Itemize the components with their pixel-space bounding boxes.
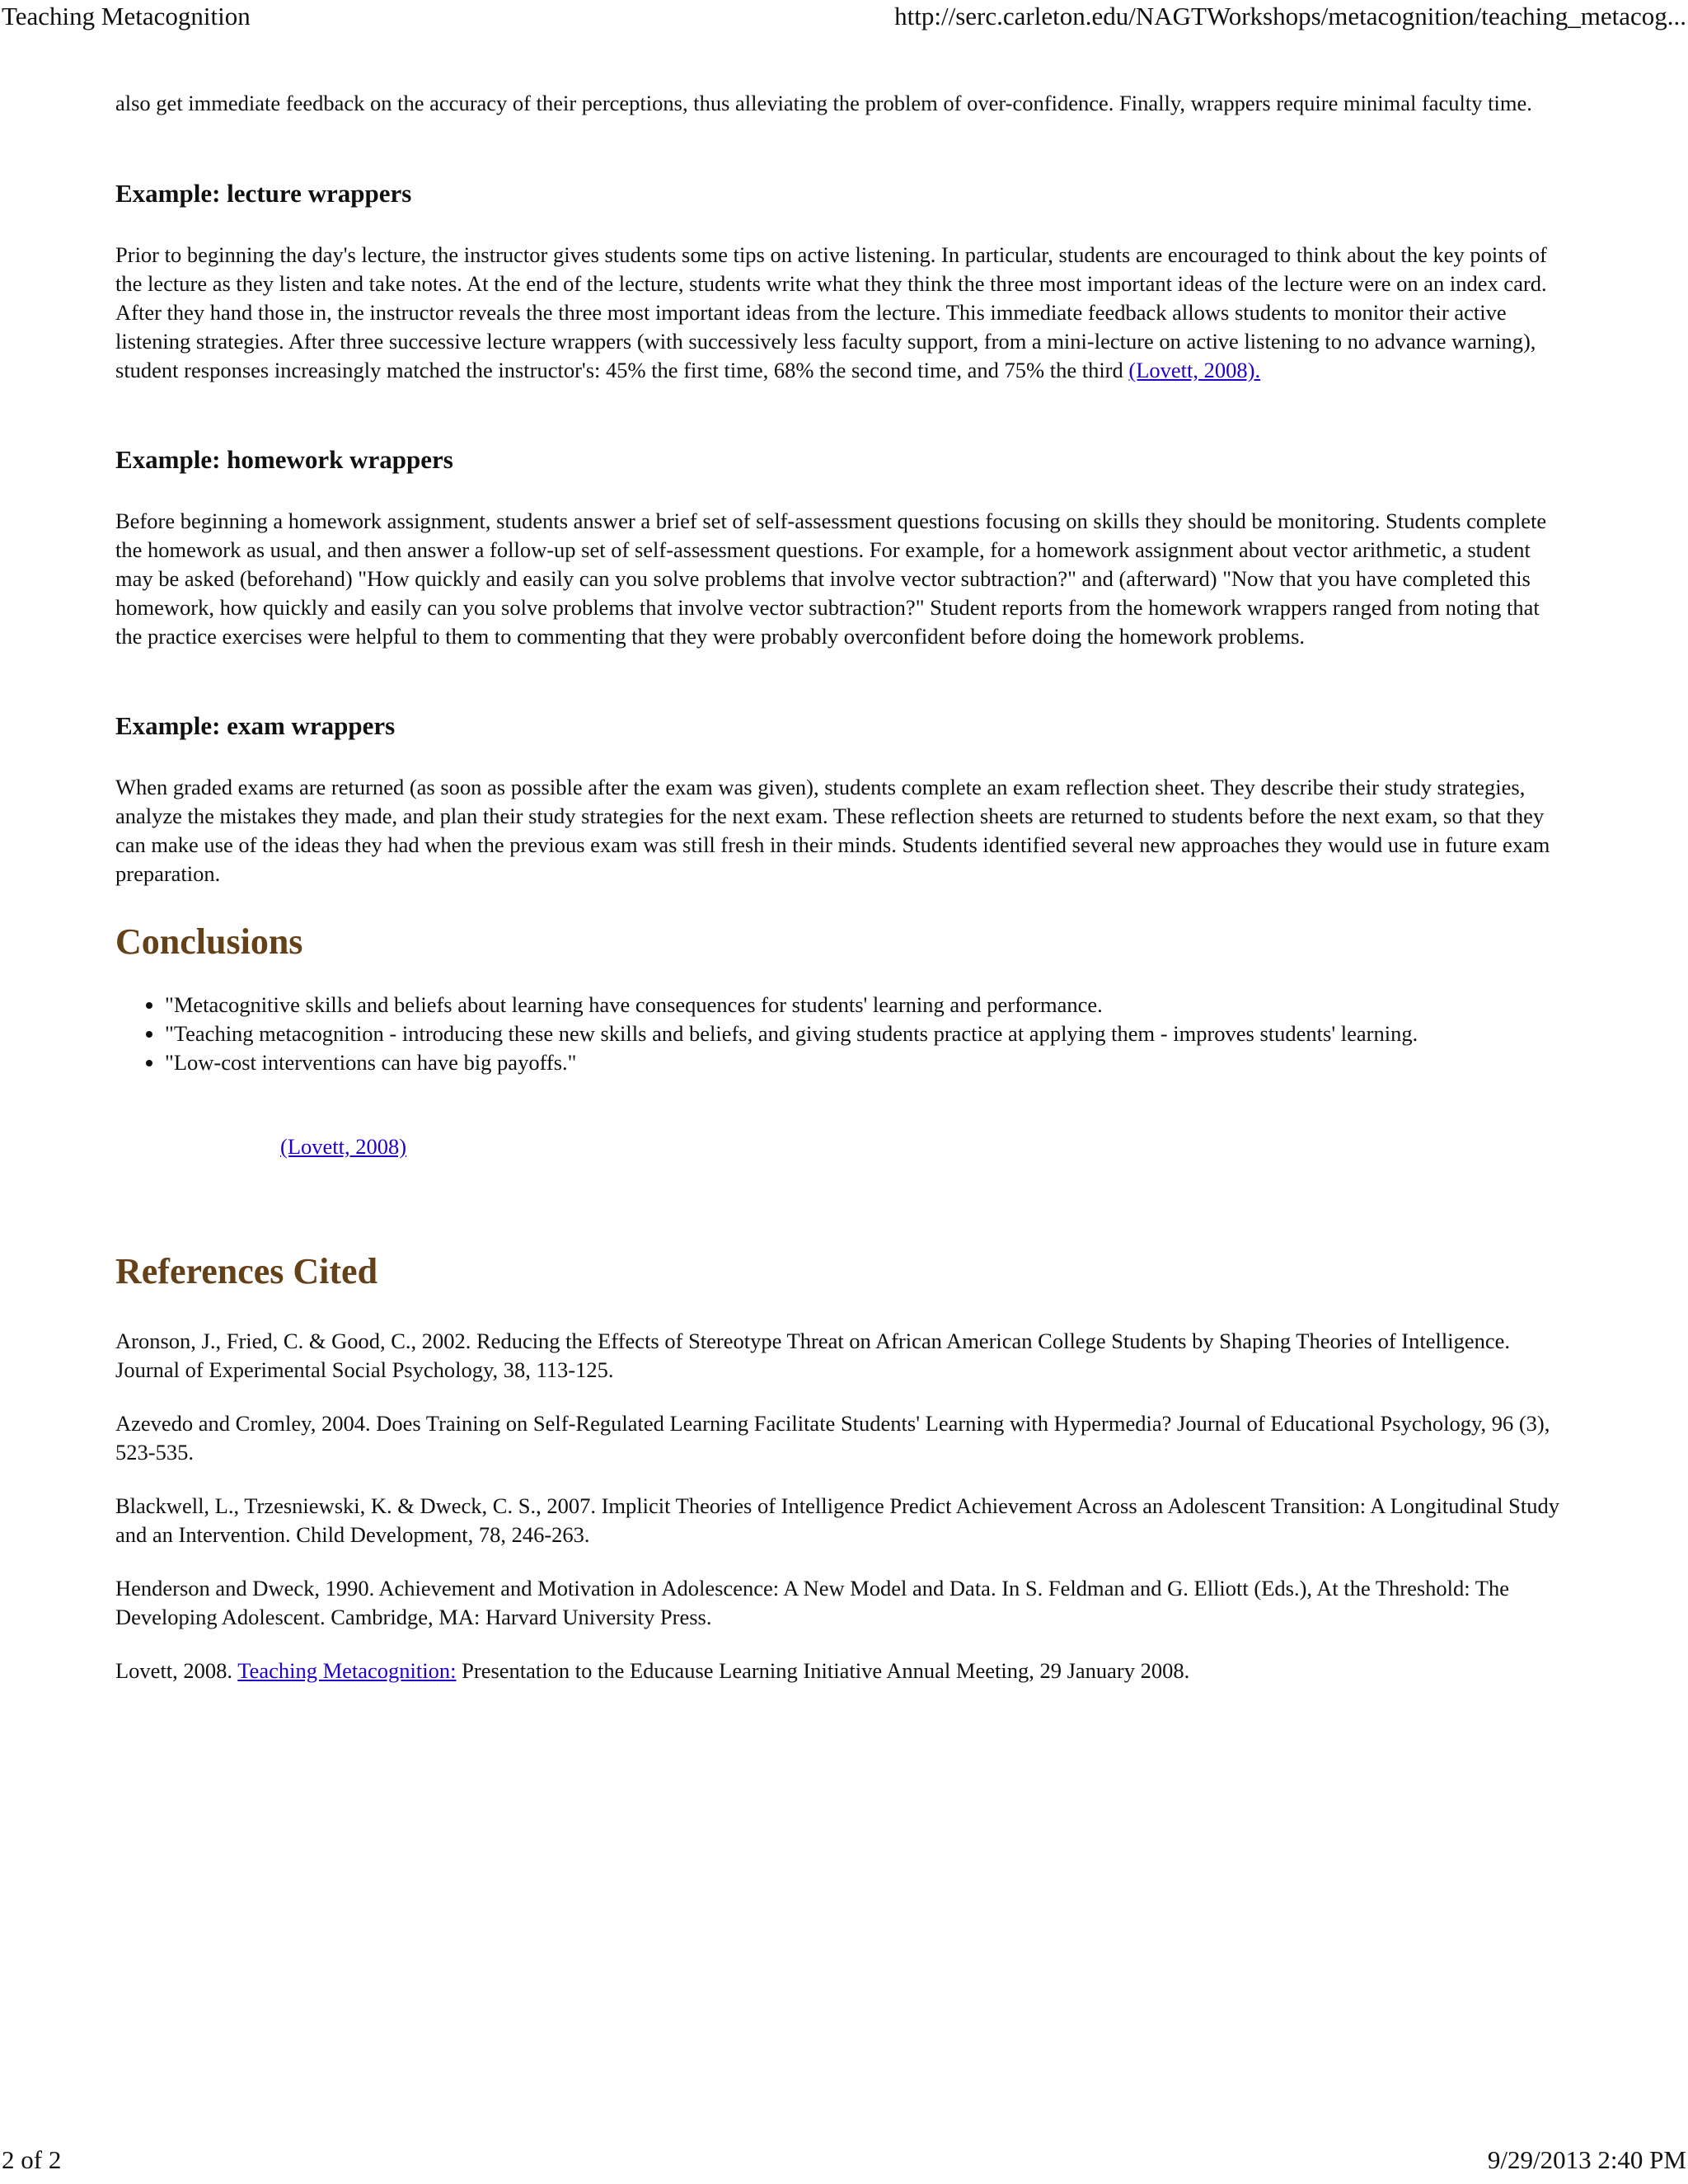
lecture-wrappers-text: [115, 241, 1566, 385]
homework-wrappers-heading: Example: homework wrappers: [115, 445, 453, 474]
print-footer: [0, 2145, 1688, 2175]
lovett-2008-link[interactable]: (Lovett, 2008).: [1128, 358, 1261, 382]
exam-wrappers-text: When graded exams are returned (as soon as possible after the exam was given), students complete an exam reflection sheet. They describe their study strategies, analyze the mistakes they made, and plan their study strategies for the next exam. These reflection sheets are returned to students before the next exam, so that they can make use of the ideas they had when the previous exam was still fresh in their minds. Students identified several new approaches they would use in future exam preparation.: [115, 775, 1550, 886]
conclusion-item: • "Low-cost interventions can have big payoffs.": [165, 1048, 1615, 1077]
print-footer-page: 2 of 2: [2, 2145, 62, 2174]
reference-item: Blackwell, L., Trzesniewski, K. & Dweck, C. S., 2007. Implicit Theories of Intelligence Predict Achievement Across an Adolescent Transition: A Longitudinal Study and an Intervention. Child Development, 78, 246-263.: [115, 1493, 1559, 1547]
reference-item: Henderson and Dweck, 1990. Achievement and Motivation in Adolescence: A New Model and Data. In S. Feldman and G. Elliott (Eds.), At the Threshold: The Developing Adolescent. Cambridge, MA: Harvard University Press.: [115, 1576, 1510, 1629]
print-header: [0, 2, 1688, 31]
teaching-metacognition-link[interactable]: Teaching Metacognition:: [237, 1658, 457, 1683]
conclusions-lovett-link[interactable]: (Lovett, 2008): [280, 1134, 407, 1159]
lovett-suffix: Presentation to the Educause Learning Initiative Annual Meeting, 29 January 2008.: [462, 1658, 1190, 1683]
lovett-prefix: Lovett, 2008.: [115, 1658, 233, 1683]
reference-item-lovett: [115, 1657, 1566, 1685]
conclusions-list: [115, 991, 1615, 1077]
conclusion-item: • "Teaching metacognition - introducing these new skills and beliefs, and giving students practice at applying them - improves students' learning.: [165, 1019, 1615, 1048]
lecture-wrappers-body: Prior to beginning the day's lecture, the instructor gives students some tips on active listening. In particular, students are encouraged to think about the key points of the lecture as they listen and take notes. At the end of the lecture, students write what they think the three most important ideas of the lecture were on an index card. After they hand those in, the instructor reveals the three most important ideas from the lecture. This immediate feedback allows students to monitor their active listening strategies. After three successive lecture wrappers (with successively less faculty support, from a mini-lecture on active listening to no advance warning), student responses increasingly matched the instructor's: 45% the first time, 68% the second time, and 75% the third: [115, 242, 1547, 382]
lecture-wrappers-heading: Example: lecture wrappers: [115, 179, 412, 208]
reference-item: Azevedo and Cromley, 2004. Does Training on Self-Regulated Learning Facilitate Students' Learning with Hypermedia? Journal of Educational Psychology, 96 (3), 523-535.: [115, 1411, 1550, 1465]
intro-continued-text: also get immediate feedback on the accuracy of their perceptions, thus alleviating the problem of over-confidence. Finally, wrappers require minimal faculty time.: [115, 91, 1532, 115]
print-footer-datetime: 9/29/2013 2:40 PM: [1487, 2145, 1686, 2174]
print-header-url: http://serc.carleton.edu/NAGTWorkshops/metacognition/teaching_metacog...: [894, 2, 1686, 30]
homework-wrappers-text: Before beginning a homework assignment, students answer a brief set of self-assessment questions focusing on skills they should be monitoring. Students complete the homework as usual, and then answer a follow-up set of self-assessment questions. For example, for a homework assignment about vector arithmetic, a student may be asked (beforehand) "How quickly and easily can you solve problems that involve vector subtraction?" and (afterward) "Now that you have completed this homework, how quickly and easily can you solve problems that involve vector subtraction?" Student reports from the homework wrappers ranged from noting that the practice exercises were helpful to them to commenting that they were probably overconfident before doing the homework problems.: [115, 509, 1547, 649]
reference-item: Aronson, J., Fried, C. & Good, C., 2002. Reducing the Effects of Stereotype Threat on African American College Students by Shaping Theories of Intelligence. Journal of Experimental Social Psychology, 38, 113-125.: [115, 1329, 1510, 1382]
references-heading: References Cited: [115, 1251, 378, 1291]
conclusion-item: • "Metacognitive skills and beliefs about learning have consequences for students' learning and performance.: [165, 991, 1615, 1019]
print-header-title: Teaching Metacognition: [2, 2, 251, 30]
conclusions-heading: Conclusions: [115, 921, 303, 962]
exam-wrappers-heading: Example: exam wrappers: [115, 711, 396, 740]
